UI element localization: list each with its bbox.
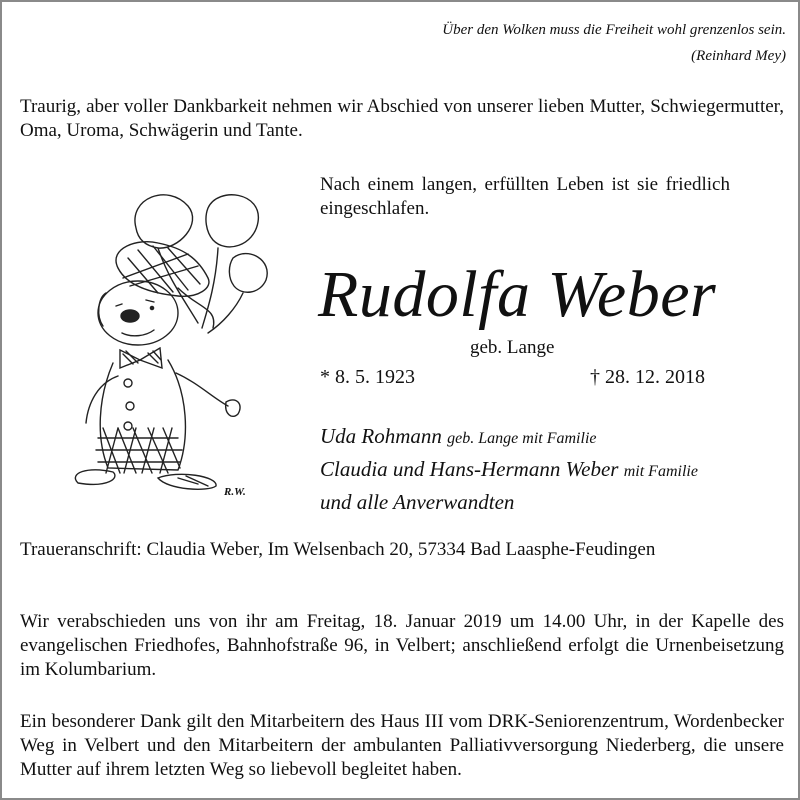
clown-with-balloons-drawing-icon	[58, 188, 308, 518]
mourner-name: Uda Rohmann	[320, 424, 442, 448]
maiden-name: geb. Lange	[470, 337, 555, 358]
mourner-suffix: geb. Lange mit Familie	[447, 430, 597, 447]
mourner-line	[320, 423, 596, 452]
lead-text: Traurig, aber voller Dankbarkeit nehmen wir Abschied von unserer lieben Mutter, Schwiegermutter, Oma, Uroma, Schwägerin und Tante.	[20, 96, 784, 141]
intro-text: Nach einem langen, erfüllten Leben ist sie friedlich eingeschlafen.	[320, 174, 730, 219]
thanks-text: Ein besonderer Dank gilt den Mitarbeitern des Haus III vom DRK-Seniorenzentrum, Wordenbecker Weg in Velbert und den Mitarbeitern der ambulanten Palliativversorgung Niederberg, die unsere Mutter auf ihrem letzten Weg so liebevoll begleitet haben.	[20, 711, 784, 780]
mourning-address: Traueranschrift: Claudia Weber, Im Welsenbach 20, 57334 Bad Laasphe-Feudingen	[20, 539, 656, 560]
funeral-text: Wir verabschieden uns von ihr am Freitag, 18. Januar 2019 um 14.00 Uhr, in der Kapelle des evangelischen Friedhofes, Bahnhofstraße 96, in Velbert; anschließend erfolgt die Urnenbeisetzung im Kolumbarium.	[20, 611, 784, 680]
deceased-name: Rudolfa Weber	[318, 258, 717, 331]
mourner-name: Claudia und Hans-Hermann Weber	[320, 457, 619, 481]
illustration-signature: R.W.	[224, 486, 246, 498]
mourner-suffix: mit Familie	[623, 463, 698, 480]
mourner-line	[320, 456, 698, 485]
mourner-name: und alle Anverwandten	[320, 490, 515, 514]
quote-text: Über den Wolken muss die Freiheit wohl grenzenlos sein.	[442, 22, 786, 38]
mourner-line	[320, 489, 514, 515]
death-date: † 28. 12. 2018	[590, 366, 705, 388]
quote-author: (Reinhard Mey)	[691, 48, 786, 64]
birth-date: * 8. 5. 1923	[320, 366, 415, 388]
